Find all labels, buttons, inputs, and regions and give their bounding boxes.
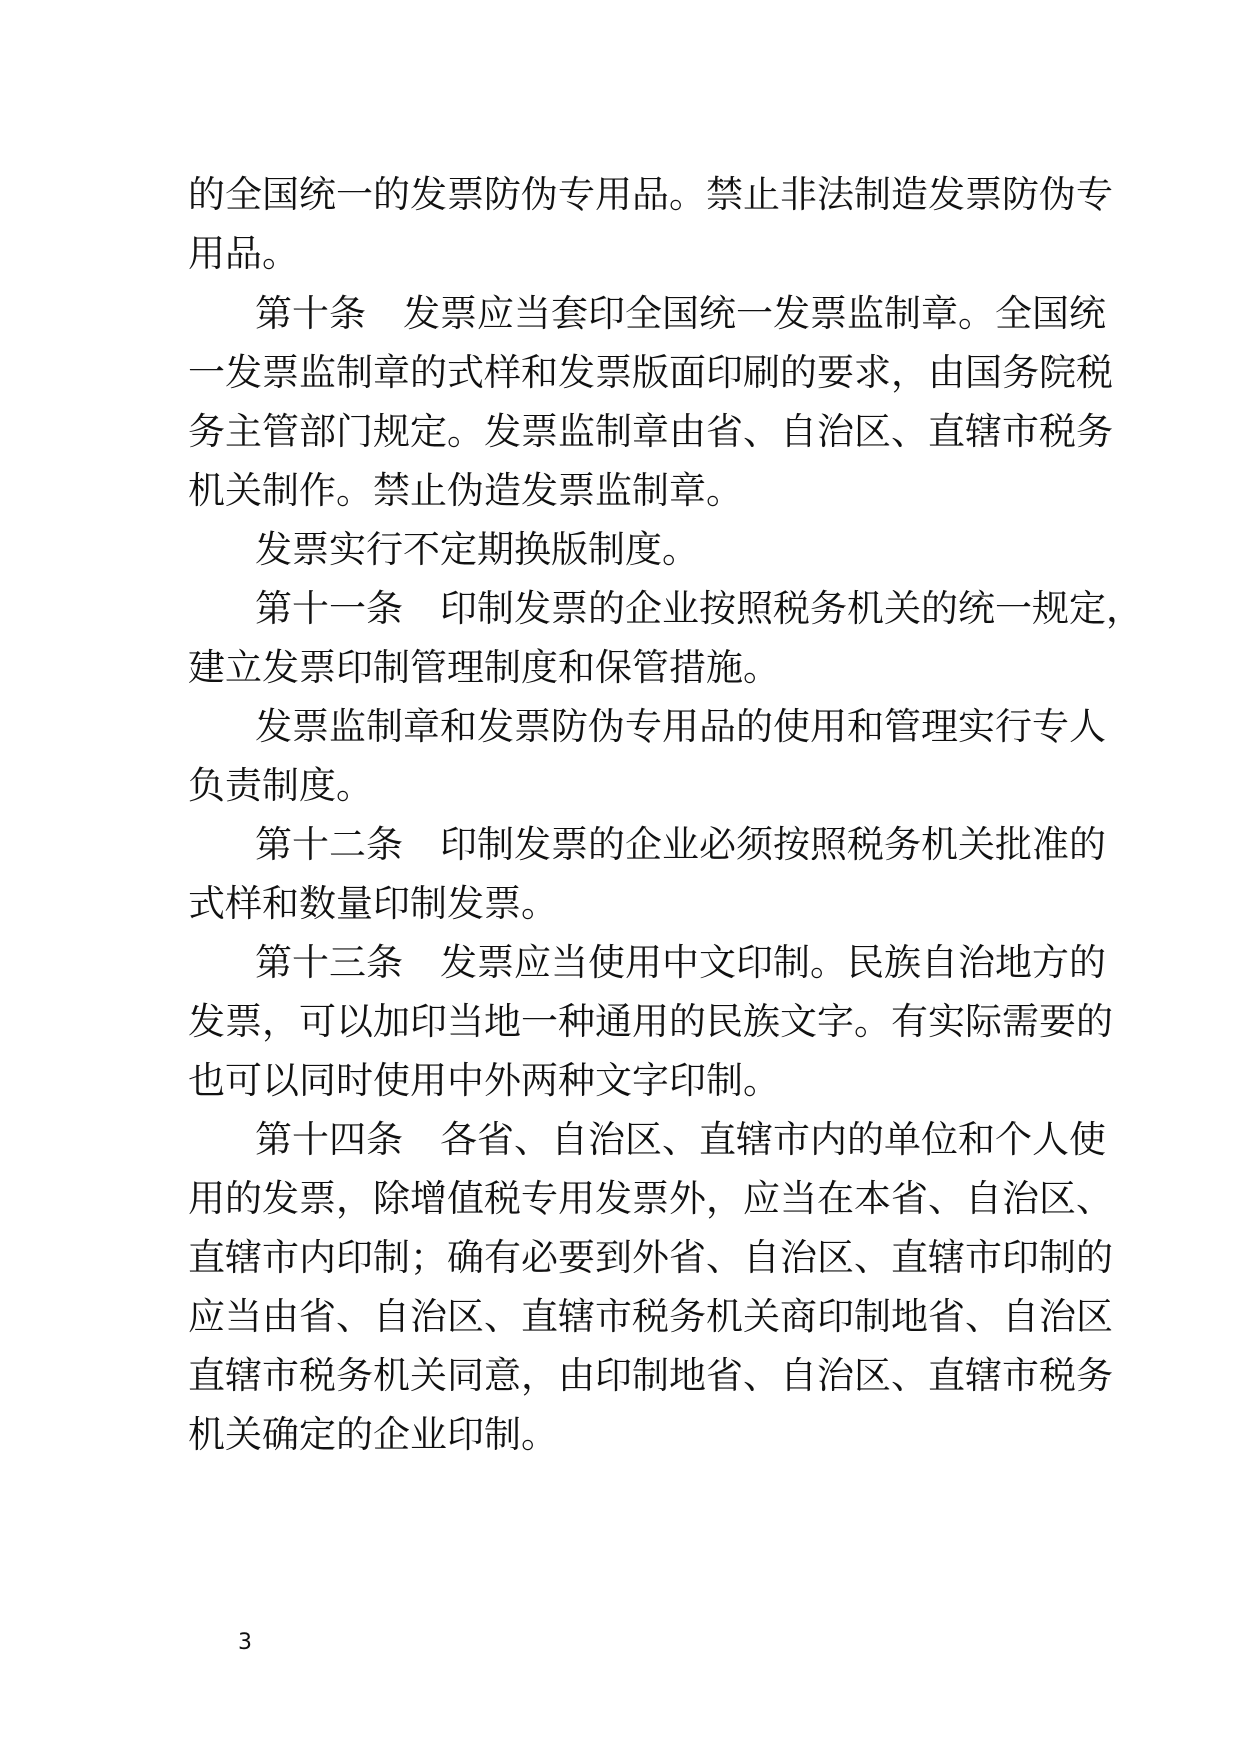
paragraph-line: 发票监制章和发票防伪专用品的使用和管理实行专人 [255, 705, 1106, 748]
text-line: 直辖市内印制；确有必要到外省、自治区、直辖市印制的 [188, 1236, 1113, 1279]
text-line: 用的发票，除增值税专用发票外，应当在本省、自治区、 [188, 1177, 1113, 1220]
text-line: 机关确定的企业印制。 [188, 1413, 558, 1456]
text-line: 应当由省、自治区、直辖市税务机关商印制地省、自治区 [188, 1295, 1113, 1338]
text-line: 用品。 [188, 232, 299, 275]
text-line: 式样和数量印制发票。 [188, 882, 558, 925]
text-line: 建立发票印制管理制度和保管措施。 [188, 646, 780, 689]
paragraph-line: 发票实行不定期换版制度。 [255, 528, 699, 571]
text-line: 务主管部门规定。发票监制章由省、自治区、直辖市税务 [188, 410, 1113, 453]
article-12-heading-line: 第十二条 印制发票的企业必须按照税务机关批准的 [255, 823, 1106, 866]
text-line: 一发票监制章的式样和发票版面印刷的要求，由国务院税 [188, 351, 1113, 394]
article-10-heading-line: 第十条 发票应当套印全国统一发票监制章。全国统 [255, 292, 1106, 335]
article-14-heading-line: 第十四条 各省、自治区、直辖市内的单位和个人使 [255, 1118, 1106, 1161]
text-line: 机关制作。禁止伪造发票监制章。 [188, 469, 743, 512]
text-line: 直辖市税务机关同意，由印制地省、自治区、直辖市税务 [188, 1354, 1113, 1397]
page-number: 3 [238, 1630, 252, 1655]
text-line: 也可以同时使用中外两种文字印制。 [188, 1059, 780, 1102]
article-11-heading-line: 第十一条 印制发票的企业按照税务机关的统一规定， [255, 587, 1143, 630]
text-line: 负责制度。 [188, 764, 373, 807]
text-line: 发票，可以加印当地一种通用的民族文字。有实际需要的 [188, 1000, 1113, 1043]
article-13-heading-line: 第十三条 发票应当使用中文印制。民族自治地方的 [255, 941, 1106, 984]
text-line: 的全国统一的发票防伪专用品。禁止非法制造发票防伪专 [188, 173, 1113, 216]
